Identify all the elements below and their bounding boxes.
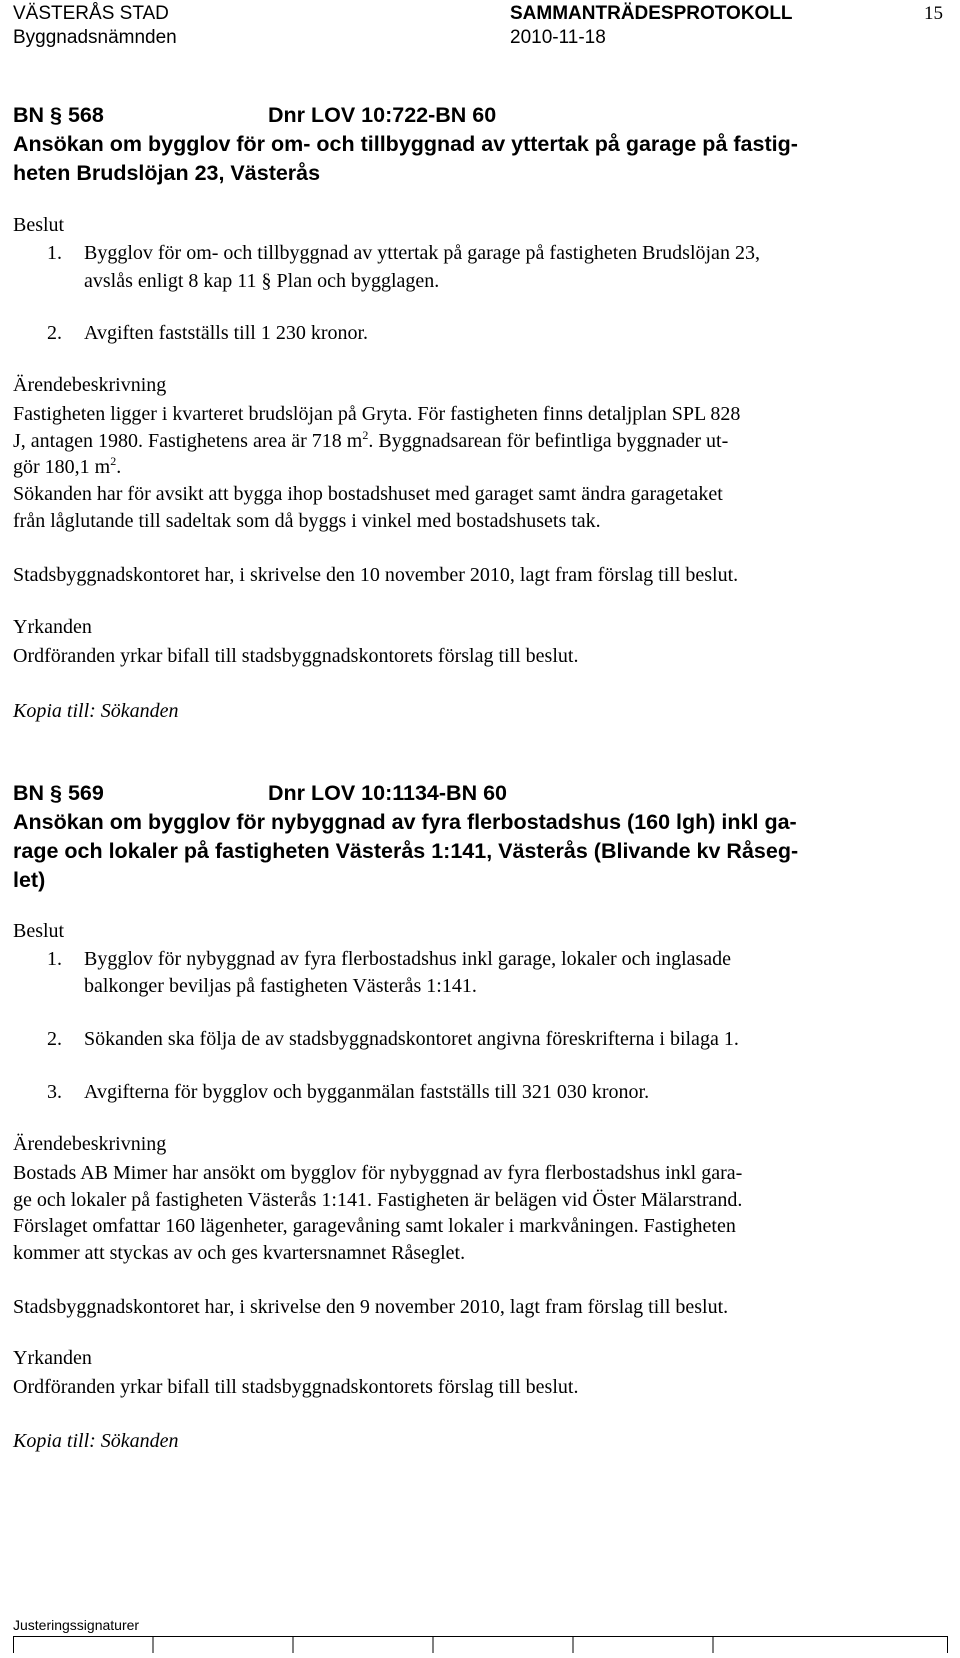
case-569-decision-2-num: 2. bbox=[47, 1028, 62, 1050]
case-568-number: BN § 568 bbox=[13, 103, 104, 127]
case-568-decision-2-num: 2. bbox=[47, 322, 62, 344]
case-568-decision-1-num: 1. bbox=[47, 242, 62, 264]
case-569-yrkanden-heading: Yrkanden bbox=[13, 1347, 92, 1369]
case-568-area-text: J, antagen 1980. Fastighetens area är 718 m bbox=[13, 430, 363, 452]
square-superscript: 2 bbox=[110, 454, 117, 468]
case-569-decision-3: Avgifterna för bygglov och bygganmälan fastställs till 321 030 kronor. bbox=[84, 1081, 650, 1103]
case-569-description-line: kommer att styckas av och ges kvartersnamnet Råseglet. bbox=[13, 1242, 466, 1264]
case-569-number: BN § 569 bbox=[13, 781, 104, 805]
case-568-decision-1: Bygglov för om- och tillbyggnad av yttertak på garage på fastigheten Brudslöjan 23, bbox=[84, 242, 760, 264]
case-568-proposal: Stadsbyggnadskontoret har, i skrivelse den 10 november 2010, lagt fram förslag till beslut. bbox=[13, 564, 739, 586]
signature-grid bbox=[13, 1636, 948, 1653]
case-569-decision-2: Sökanden ska följa de av stadsbyggnadskontoret angivna föreskrifterna i bilaga 1. bbox=[84, 1028, 739, 1050]
case-569-arende-heading: Ärendebeskrivning bbox=[13, 1133, 167, 1155]
case-568-decision-2: Avgiften fastställs till 1 230 kronor. bbox=[84, 322, 369, 344]
case-569-proposal: Stadsbyggnadskontoret har, i skrivelse den 9 november 2010, lagt fram förslag till beslut. bbox=[13, 1296, 729, 1318]
case-568-description-line: Fastigheten ligger i kvarteret brudslöjan på Gryta. För fastigheten finns detaljplan SPL 828 bbox=[13, 403, 741, 425]
case-568-copy-to: Kopia till: Sökanden bbox=[13, 700, 179, 722]
case-568-decision-1-cont: avslås enligt 8 kap 11 § Plan och bygglagen. bbox=[84, 270, 440, 292]
case-569-decision-1: Bygglov för nybyggnad av fyra flerbostadshus inkl garage, lokaler och inglasade bbox=[84, 948, 732, 970]
header-organization: VÄSTERÅS STAD bbox=[13, 3, 169, 24]
signature-boxes bbox=[13, 1636, 948, 1653]
case-568-buildarea-text: . Byggnadsarean för befintliga byggnader ut- bbox=[368, 430, 729, 452]
case-568-title: Ansökan om bygglov för om- och tillbyggnad av yttertak på garage på fastig- bbox=[13, 132, 798, 156]
case-568-yrkanden-heading: Yrkanden bbox=[13, 616, 92, 638]
case-569-dnr: Dnr LOV 10:1134-BN 60 bbox=[268, 781, 507, 805]
case-568-yrkanden-text: Ordföranden yrkar bifall till stadsbyggnadskontorets förslag till beslut. bbox=[13, 645, 579, 667]
case-569-beslut-heading: Beslut bbox=[13, 920, 65, 942]
case-569-title-cont: rage och lokaler på fastigheten Västerås 1:141, Västerås (Blivande kv Råseg- bbox=[13, 839, 799, 863]
case-569-decision-3-num: 3. bbox=[47, 1081, 62, 1103]
case-568-period: . bbox=[116, 456, 122, 478]
case-568-beslut-heading: Beslut bbox=[13, 214, 65, 236]
case-569-decision-1-cont: balkonger beviljas på fastigheten Västerås 1:141. bbox=[84, 975, 477, 997]
case-568-description-line: från låglutande till sadeltak som då byggs i vinkel med bostadshusets tak. bbox=[13, 510, 601, 532]
header-department: Byggnadsnämnden bbox=[13, 27, 177, 48]
case-568-title-cont: heten Brudslöjan 23, Västerås bbox=[13, 161, 321, 185]
case-569-yrkanden-text: Ordföranden yrkar bifall till stadsbyggnadskontorets förslag till beslut. bbox=[13, 1376, 579, 1398]
header-date: 2010-11-18 bbox=[510, 27, 606, 48]
square-superscript: 2 bbox=[362, 428, 369, 442]
signature-label: Justeringssignaturer bbox=[13, 1617, 140, 1633]
case-569-copy-to: Kopia till: Sökanden bbox=[13, 1430, 179, 1452]
page-number: 15 bbox=[924, 3, 943, 24]
case-568-description-line: Sökanden har för avsikt att bygga ihop bostadshuset med garaget samt ändra garagetaket bbox=[13, 483, 723, 505]
case-569-decision-1-num: 1. bbox=[47, 948, 62, 970]
case-568-buildarea-value: gör 180,1 m bbox=[13, 456, 111, 478]
case-569-description-line: Förslaget omfattar 160 lägenheter, garagevåning samt lokaler i markvåningen. Fastigheten bbox=[13, 1215, 736, 1237]
case-568-description-line bbox=[13, 454, 121, 480]
case-569-description-line: Bostads AB Mimer har ansökt om bygglov för nybyggnad av fyra flerbostadshus inkl gara- bbox=[13, 1162, 743, 1184]
case-568-description-line bbox=[13, 428, 728, 454]
case-569-title-cont: let) bbox=[13, 868, 46, 892]
header-doc-type: SAMMANTRÄDESPROTOKOLL bbox=[510, 3, 793, 24]
case-569-title: Ansökan om bygglov för nybyggnad av fyra flerbostadshus (160 lgh) inkl ga- bbox=[13, 810, 797, 834]
case-568-arende-heading: Ärendebeskrivning bbox=[13, 374, 167, 396]
case-569-description-line: ge och lokaler på fastigheten Västerås 1:141. Fastigheten är belägen vid Öster Mälarstrand. bbox=[13, 1189, 743, 1211]
case-568-dnr: Dnr LOV 10:722-BN 60 bbox=[268, 103, 497, 127]
